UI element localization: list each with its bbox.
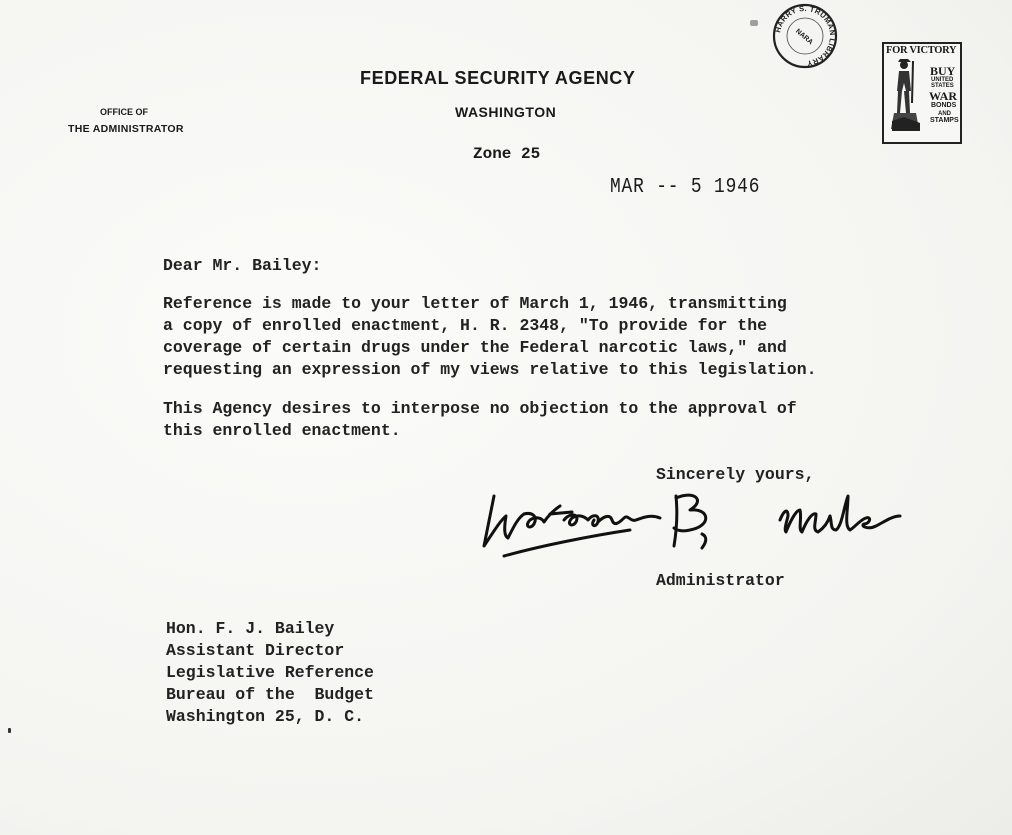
- zone-label: Zone 25: [473, 145, 541, 163]
- badge-states: STATES: [931, 83, 954, 89]
- closing: Sincerely yours,: [656, 465, 815, 484]
- speck: [8, 728, 11, 733]
- speck: [750, 20, 758, 26]
- addressee-block: Hon. F. J. Bailey Assistant Director Legislative Reference Bureau of the Budget Washington 25, D. C.: [166, 619, 374, 726]
- badge-header: FOR VICTORY: [886, 45, 957, 56]
- minuteman-icon: [886, 57, 926, 143]
- badge-war: WAR: [929, 89, 958, 103]
- signer-title: Administrator: [656, 571, 785, 590]
- date-stamp: MAR -- 5 1946: [610, 176, 761, 199]
- badge-stamps: STAMPS: [930, 117, 959, 124]
- badge-united: UNITED: [931, 77, 954, 83]
- seal-center-text: NARA: [794, 27, 815, 47]
- salutation: Dear Mr. Bailey:: [163, 256, 322, 275]
- archive-seal-stamp: [771, 2, 839, 70]
- seal-text: HARRY S. TRUMAN LIBRARY: [773, 3, 838, 68]
- office-administrator-label: THE ADMINISTRATOR: [68, 123, 184, 135]
- agency-name: FEDERAL SECURITY AGENCY: [360, 68, 636, 88]
- agency-city: WASHINGTON: [455, 104, 557, 120]
- body-paragraph-1: Reference is made to your letter of March 1, 1946, transmitting a copy of enrolled enactment, H. R. 2348, "To provide for the coverage of certain drugs under the Federal narcotic laws," and requesting an expression of my views relative to this legislation.: [163, 294, 817, 379]
- badge-bonds: BONDS: [931, 102, 957, 109]
- office-of-label: OFFICE OF: [100, 107, 148, 117]
- body-paragraph-2: This Agency desires to interpose no objection to the approval of this enrolled enactment.: [163, 399, 797, 440]
- war-bonds-badge: [882, 42, 962, 144]
- badge-buy: BUY: [930, 64, 956, 78]
- badge-and: AND: [938, 111, 951, 117]
- handwritten-signature: [480, 486, 910, 566]
